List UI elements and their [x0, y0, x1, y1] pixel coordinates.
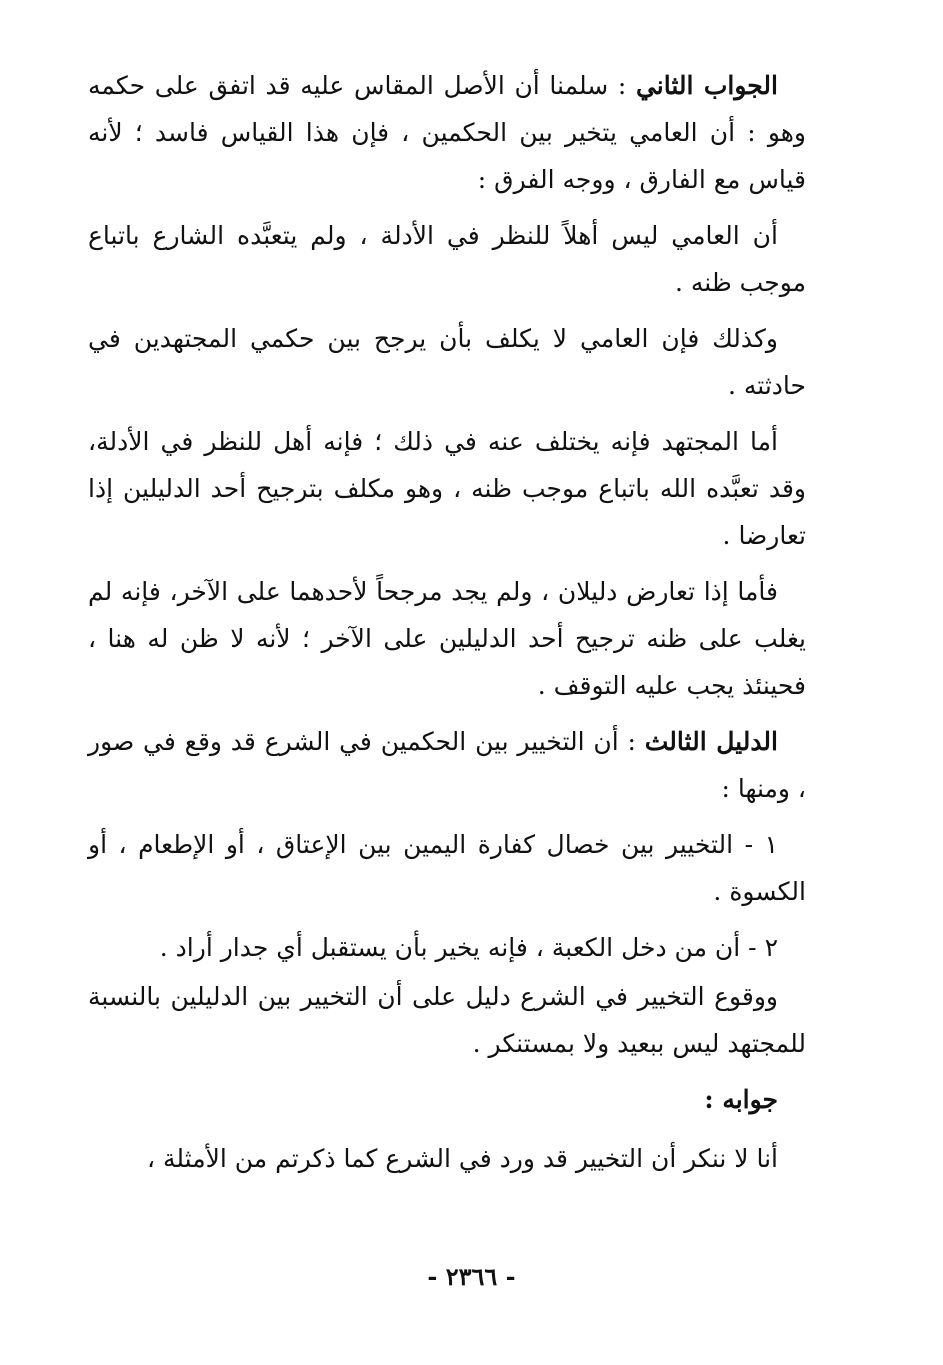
paragraph-mujtahid-differs: أما المجتهد فإنه يختلف عنه في ذلك ؛ فإنه أهل للنظر في الأدلة، وقد تعبَّده الله باتباع موجب ظنه ، وهو مكلف بترجيح أحد الدليلين إذا تعارضا . [88, 427, 806, 550]
paragraph-layman-not-qualified: أن العامي ليس أهلاً للنظر في الأدلة ، ولم يتعبَّده الشارع باتباع موجب ظنه . [88, 221, 806, 297]
page-body [88, 62, 806, 1191]
paragraph-second-answer [88, 62, 806, 203]
paragraph-two-evidences-conflict: فأما إذا تعارض دليلان ، ولم يجد مرجحاً لأحدهما على الآخر، فإنه لم يغلب على ظنه ترجيح أحد الدليلين على الآخر ؛ لأنه لا ظن له هنا ، فحينئذ يجب عليه التوقف . [88, 577, 806, 700]
second-answer-lead: الجواب الثاني [635, 71, 778, 100]
paragraph-choice-in-sharia: ووقوع التخيير في الشرع دليل على أن التخيير بين الدليلين بالنسبة للمجتهد ليس ببعيد ولا بمستنكر . [88, 982, 806, 1058]
third-evidence-text: : أن التخيير بين الحكمين في الشرع قد وقع في صور ، ومنها : [88, 727, 806, 803]
paragraph-answer: أنا لا ننكر أن التخيير قد ورد في الشرع كما ذكرتم من الأمثلة ، [146, 1144, 778, 1173]
answer-heading: جوابه : [704, 1085, 778, 1114]
paragraph-layman-not-required: وكذلك فإن العامي لا يكلف بأن يرجح بين حكمي المجتهدين في حادثته . [88, 324, 806, 400]
third-evidence-lead: الدليل الثالث [644, 727, 778, 756]
page-number: - ٢٣٦٦ - [427, 1262, 516, 1291]
second-answer-text: : سلمنا أن الأصل المقاس عليه قد اتفق على حكمه وهو : أن العامي يتخير بين الحكمين ، فإن هذا القياس فاسد ؛ لأنه قياس مع الفارق ، ووجه الفرق : [88, 71, 806, 194]
list-item-expiation: ١ - التخيير بين خصال كفارة اليمين بين الإعتاق ، أو الإطعام ، أو الكسوة . [88, 830, 806, 906]
paragraph-third-evidence [88, 718, 806, 812]
list-item-kaaba: ٢ - أن من دخل الكعبة ، فإنه يخير بأن يستقبل أي جدار أراد . [159, 933, 778, 962]
